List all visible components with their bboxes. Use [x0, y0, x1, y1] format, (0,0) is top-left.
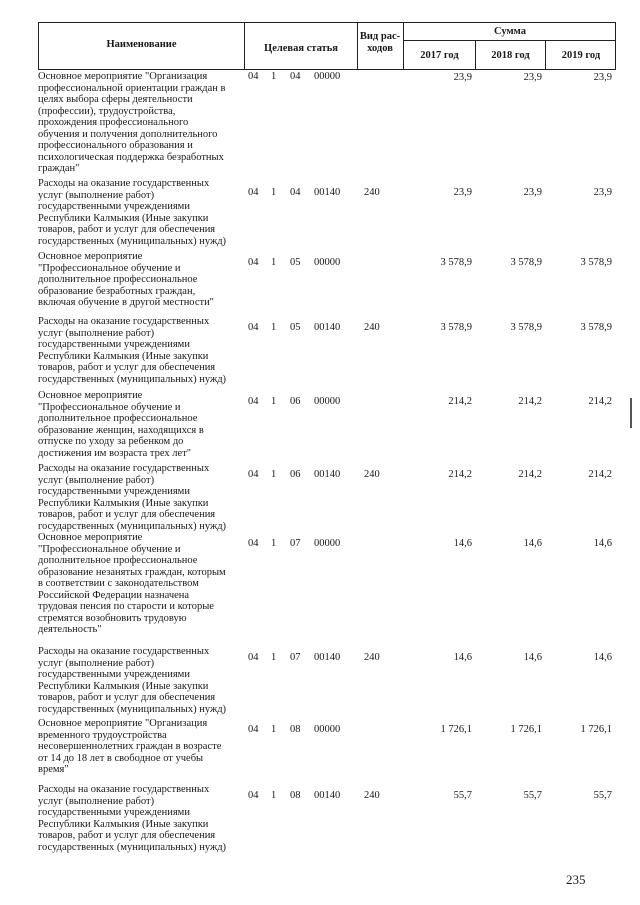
sum-2017: 14,6	[453, 538, 472, 549]
sum-2017: 23,9	[453, 72, 472, 83]
row-name-line: дополнительное профессиональное	[38, 555, 198, 566]
code-program: 1	[271, 652, 277, 663]
row-name-line: образование женщин, находящихся в	[38, 424, 204, 436]
row-name-line: образование незанятых граждан, которым	[38, 566, 226, 578]
sum-2017: 1 726,1	[440, 724, 472, 735]
sum-2019: 3 578,9	[580, 257, 612, 268]
expense-kind: 240	[364, 322, 380, 333]
row-name-line: Республики Калмыкия (Иные закупки	[38, 818, 209, 830]
row-name-line: временного трудоустройства	[38, 729, 167, 741]
row-name	[38, 718, 238, 776]
sum-2017: 3 578,9	[440, 257, 472, 268]
row-name	[38, 532, 238, 636]
row-name-line: от 14 до 18 лет в свободное от учебы	[38, 752, 204, 764]
sum-2018: 3 578,9	[510, 257, 542, 268]
row-name-line: Расходы на оказание государственных	[38, 646, 210, 657]
row-name-line: Основное мероприятие	[38, 390, 143, 401]
sum-2019: 23,9	[593, 72, 612, 83]
code-section: 04	[248, 257, 259, 268]
expense-kind: 240	[364, 790, 380, 801]
expense-kind: 240	[364, 652, 380, 663]
row-name	[38, 316, 238, 385]
code-item: 00000	[314, 538, 341, 549]
page-number: 235	[566, 872, 586, 887]
row-name-line: обучения и получения дополнительного	[38, 128, 218, 140]
row-name	[38, 390, 238, 459]
code-subprogram: 06	[290, 396, 301, 407]
code-program: 1	[271, 322, 277, 333]
code-program: 1	[271, 71, 277, 82]
code-program: 1	[271, 396, 277, 407]
row-name-line: государственных (муниципальных) нужд)	[38, 235, 227, 247]
row-name-line: профессиональной ориентации граждан в	[38, 82, 226, 94]
row-name-line: достижения им возраста трех лет"	[38, 447, 192, 459]
row-name-line: государственных (муниципальных) нужд)	[38, 520, 227, 532]
code-item: 00140	[314, 790, 341, 801]
sum-2017: 55,7	[453, 790, 472, 801]
code-section: 04	[248, 396, 259, 407]
row-name-line: деятельность"	[38, 624, 102, 635]
row-name-line: трудовая пенсия по старости и которые	[38, 601, 214, 612]
header-2017: 2017 год	[420, 50, 459, 61]
row-name-line: профессионального образования и	[38, 140, 193, 151]
row-name-line: в соответствии с законодательством	[38, 578, 199, 589]
row-name-line: государственными учреждениями	[38, 339, 190, 350]
sum-2019: 214,2	[588, 396, 612, 407]
code-section: 04	[248, 790, 259, 801]
row-name-line: стремятся возобновить трудовую	[38, 612, 187, 624]
sum-2019: 14,6	[593, 652, 612, 663]
row-name-line: включая обучение в другой местности"	[38, 297, 214, 308]
code-subprogram: 08	[290, 790, 301, 801]
row-name-line: Основное мероприятие	[38, 251, 143, 262]
row-name-line: Расходы на оказание государственных	[38, 784, 210, 795]
row-name	[38, 251, 238, 309]
expense-kind: 240	[364, 469, 380, 480]
code-subprogram: 05	[290, 257, 301, 268]
row-name-line: Республики Калмыкия (Иные закупки	[38, 680, 209, 692]
row-name-line: время"	[38, 764, 69, 775]
code-subprogram: 07	[290, 652, 301, 663]
sum-2018: 214,2	[518, 469, 542, 480]
code-section: 04	[248, 322, 259, 333]
row-name-line: государственными учреждениями	[38, 486, 190, 497]
sum-2017: 14,6	[453, 652, 472, 663]
code-item: 00140	[314, 469, 341, 480]
header-2019: 2019 год	[561, 50, 601, 61]
code-item: 00000	[314, 724, 341, 735]
table-header	[38, 22, 616, 70]
row-name-line: образование безработных граждан,	[38, 285, 196, 297]
row-name-line: государственными учреждениями	[38, 669, 190, 680]
row-name	[38, 463, 238, 532]
code-subprogram: 08	[290, 724, 301, 735]
row-name-line: несовершеннолетних граждан в возрасте	[38, 741, 222, 752]
row-name-line: товаров, работ и услуг для обеспечения	[38, 224, 216, 235]
row-name-line: государственных (муниципальных) нужд)	[38, 373, 227, 385]
sum-2017: 214,2	[448, 469, 472, 480]
row-name-line: услуг (выполнение работ)	[38, 657, 155, 669]
row-name	[38, 71, 238, 175]
code-section: 04	[248, 724, 259, 735]
row-name-line: прохождения профессионального	[38, 117, 189, 128]
row-name-line: услуг (выполнение работ)	[38, 189, 155, 201]
row-name-line: целях выбора сферы деятельности	[38, 94, 193, 105]
sum-2018: 3 578,9	[510, 322, 542, 333]
row-name-line: Основное мероприятие "Организация	[38, 718, 208, 729]
sum-2018: 55,7	[523, 790, 542, 801]
sum-2018: 14,6	[523, 652, 542, 663]
row-name-line: товаров, работ и услуг для обеспечения	[38, 509, 216, 520]
sum-2018: 1 726,1	[510, 724, 542, 735]
header-name: Наименование	[106, 39, 177, 50]
row-name	[38, 784, 238, 853]
row-name-line: государственных (муниципальных) нужд)	[38, 841, 227, 853]
row-name-line: психологическая поддержка безработных	[38, 151, 224, 163]
row-name	[38, 178, 238, 247]
header-2018: 2018 год	[491, 50, 530, 61]
row-name-line: Основное мероприятие	[38, 532, 143, 543]
row-name-line: государственных (муниципальных) нужд)	[38, 703, 227, 715]
code-program: 1	[271, 469, 277, 480]
code-subprogram: 04	[290, 71, 301, 82]
row-name-line: дополнительное профессиональное	[38, 413, 198, 424]
code-program: 1	[271, 538, 277, 549]
sum-2019: 214,2	[588, 469, 612, 480]
sum-2018: 23,9	[523, 72, 542, 83]
row-name-line: (профессии), трудоустройства,	[38, 105, 176, 117]
code-item: 00000	[314, 396, 341, 407]
row-name-line: государственными учреждениями	[38, 807, 190, 818]
expense-kind: 240	[364, 187, 380, 198]
sum-2019: 23,9	[593, 187, 612, 198]
code-program: 1	[271, 257, 277, 268]
row-name-line: Республики Калмыкия (Иные закупки	[38, 212, 209, 224]
code-item: 00140	[314, 322, 341, 333]
row-name-line: услуг (выполнение работ)	[38, 474, 155, 486]
code-item: 00140	[314, 652, 341, 663]
row-name-line: Республики Калмыкия (Иные закупки	[38, 350, 209, 362]
row-name-line: "Профессиональное обучение и	[38, 401, 181, 413]
sum-2019: 14,6	[593, 538, 612, 549]
header-sum: Сумма	[494, 26, 526, 37]
header-divider	[403, 40, 616, 41]
row-name	[38, 646, 238, 715]
sum-2017: 3 578,9	[440, 322, 472, 333]
code-section: 04	[248, 469, 259, 480]
code-program: 1	[271, 724, 277, 735]
row-name-line: Расходы на оказание государственных	[38, 316, 210, 327]
row-name-line: дополнительное профессиональное	[38, 274, 198, 285]
row-name-line: Расходы на оказание государственных	[38, 463, 210, 474]
sum-2017: 214,2	[448, 396, 472, 407]
row-name-line: услуг (выполнение работ)	[38, 795, 155, 807]
row-name-line: Основное мероприятие "Организация	[38, 71, 208, 82]
row-name-line: "Профессиональное обучение и	[38, 543, 181, 555]
row-name-line: товаров, работ и услуг для обеспечения	[38, 692, 216, 703]
row-name-line: товаров, работ и услуг для обеспечения	[38, 362, 216, 373]
code-item: 00140	[314, 187, 341, 198]
row-name-line: Расходы на оказание государственных	[38, 178, 210, 189]
sum-2018: 23,9	[523, 187, 542, 198]
code-item: 00000	[314, 71, 341, 82]
sum-2019: 55,7	[593, 790, 612, 801]
code-subprogram: 04	[290, 187, 301, 198]
row-name-line: "Профессиональное обучение и	[38, 262, 181, 274]
row-name-line: услуг (выполнение работ)	[38, 327, 155, 339]
sum-2019: 3 578,9	[580, 322, 612, 333]
sum-2018: 214,2	[518, 396, 542, 407]
sum-2017: 23,9	[453, 187, 472, 198]
row-name-line: отпуске по уходу за ребенком до	[38, 436, 184, 447]
sum-2019: 1 726,1	[580, 724, 612, 735]
row-name-line: Российской Федерации назначена	[38, 589, 190, 601]
row-name-line: Республики Калмыкия (Иные закупки	[38, 497, 209, 509]
code-subprogram: 06	[290, 469, 301, 480]
header-target: Целевая статья	[264, 43, 338, 54]
code-section: 04	[248, 538, 259, 549]
code-section: 04	[248, 71, 259, 82]
code-section: 04	[248, 652, 259, 663]
row-name-line: граждан"	[38, 163, 80, 174]
sum-2018: 14,6	[523, 538, 542, 549]
code-program: 1	[271, 790, 277, 801]
code-program: 1	[271, 187, 277, 198]
code-subprogram: 05	[290, 322, 301, 333]
row-name-line: товаров, работ и услуг для обеспечения	[38, 830, 216, 841]
code-subprogram: 07	[290, 538, 301, 549]
code-section: 04	[248, 187, 259, 198]
code-item: 00000	[314, 257, 341, 268]
scan-edge-mark	[630, 398, 632, 428]
header-kind: Вид рас-ходов	[359, 31, 401, 54]
row-name-line: государственными учреждениями	[38, 201, 190, 212]
